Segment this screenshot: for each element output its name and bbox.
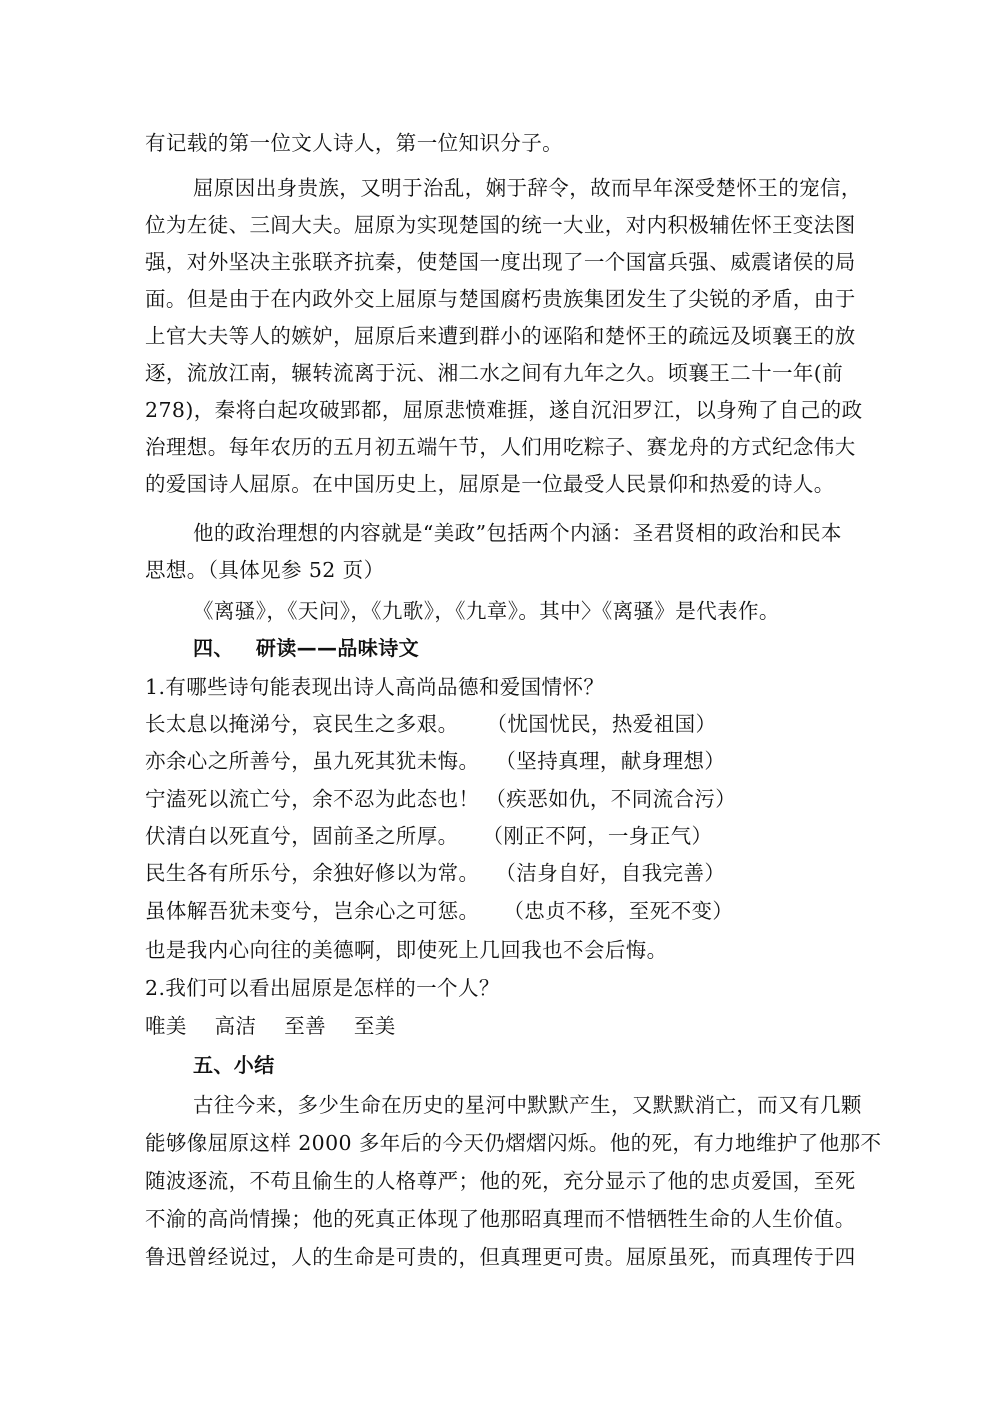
- text-line: 古往今来，多少生命在历史的星河中默默产生，又默默消亡，而又有几颗: [193, 1093, 862, 1117]
- text-line: 治理想。每年农历的五月初五端午节，人们用吃粽子、赛龙舟的方式纪念伟大: [145, 435, 856, 459]
- text-line: 的爱国诗人屈原。在中国历史上，屈原是一位最受人民景仰和热爱的诗人。: [145, 472, 835, 496]
- answer-text: 唯美 高洁 至善 至美: [145, 1014, 396, 1038]
- text-line: 能够像屈原这样 2000 多年后的今天仍熠熠闪烁。他的死，有力地维护了他那不: [145, 1131, 882, 1155]
- text-line: 位为左徒、三闾大夫。屈原为实现楚国的统一大业，对内积极辅佐怀王变法图: [145, 213, 856, 237]
- verse-line: [145, 821, 712, 851]
- verse-note: （洁身自好，自我完善）: [495, 861, 726, 885]
- text-line: 278)，秦将白起攻破郢都，屈原悲愤难捱，遂自沉汨罗江，以身殉了自己的政: [145, 398, 863, 422]
- text-line: 不渝的高尚情操；他的死真正体现了他那昭真理而不惜牺牲生命的人生价值。: [145, 1207, 856, 1231]
- text-line: 他的政治理想的内容就是“美政”包括两个内涵：圣君贤相的政治和民本: [193, 521, 842, 545]
- verse-note: （忠贞不移，至死不变）: [503, 899, 734, 923]
- text-line: 面。但是由于在内政外交上屈原与楚国腐朽贵族集团发生了尖锐的矛盾，由于: [145, 287, 856, 311]
- verse-note: （忧国忧民，热爱祖国）: [486, 712, 717, 736]
- question-text: 1.有哪些诗句能表现出诗人高尚品德和爱国情怀？: [145, 675, 605, 699]
- verse-line: [145, 896, 733, 926]
- text-line: 逐，流放江南，辗转流离于沅、湘二水之间有九年之久。顷襄王二十一年(前: [145, 361, 844, 385]
- verse-line: [145, 858, 725, 888]
- section-heading: 五、小结: [193, 1053, 275, 1077]
- verse-text: 宁溘死以流亡兮，余不忍为此态也！: [145, 787, 480, 811]
- verse-note: （疾恶如仇，不同流合污）: [485, 787, 737, 811]
- question-text: 2.我们可以看出屈原是怎样的一个人？: [145, 976, 500, 1000]
- text-line: 思想。（具体见参 52 页）: [145, 558, 385, 582]
- text-line: 强，对外坚决主张联齐抗秦，使楚国一度出现了一个国富兵强、威震诸侯的局: [145, 250, 856, 274]
- verse-text: 伏清白以死直兮，固前圣之所厚。: [145, 824, 459, 848]
- verse-explanation: 也是我内心向往的美德啊，即使死上几回我也不会后悔。: [145, 938, 668, 962]
- section-title: 研读——品味诗文: [255, 636, 420, 660]
- verse-note: （坚持真理，献身理想）: [495, 749, 726, 773]
- section-number: 四、: [193, 636, 234, 660]
- text-line: 《离骚》，《天问》，《九歌》，《九章》。其中〉《离骚》是代表作。: [193, 599, 780, 623]
- section-heading: [193, 633, 419, 663]
- text-line: 随波逐流，不苟且偷生的人格尊严；他的死，充分显示了他的忠贞爱国，至死: [145, 1169, 856, 1193]
- verse-note: （刚正不阿，一身正气）: [482, 824, 713, 848]
- text-line: 上官大夫等人的嫉妒，屈原后来遭到群小的诬陷和楚怀王的疏远及顷襄王的放: [145, 324, 856, 348]
- verse-text: 虽体解吾犹未变兮，岂余心之可惩。: [145, 899, 480, 923]
- verse-line: [145, 784, 736, 814]
- verse-text: 长太息以掩涕兮，哀民生之多艰。: [145, 712, 459, 736]
- verse-line: [145, 709, 716, 739]
- verse-line: [145, 746, 725, 776]
- text-line: 有记载的第一位文人诗人，第一位知识分子。: [145, 131, 563, 155]
- verse-text: 亦余心之所善兮，虽九死其犹未悔。: [145, 749, 480, 773]
- text-line: 鲁迅曾经说过，人的生命是可贵的，但真理更可贵。屈原虽死，而真理传于四: [145, 1245, 856, 1269]
- verse-text: 民生各有所乐兮，余独好修以为常。: [145, 861, 480, 885]
- text-line: 屈原因出身贵族，又明于治乱，娴于辞令，故而早年深受楚怀王的宠信，: [193, 176, 862, 200]
